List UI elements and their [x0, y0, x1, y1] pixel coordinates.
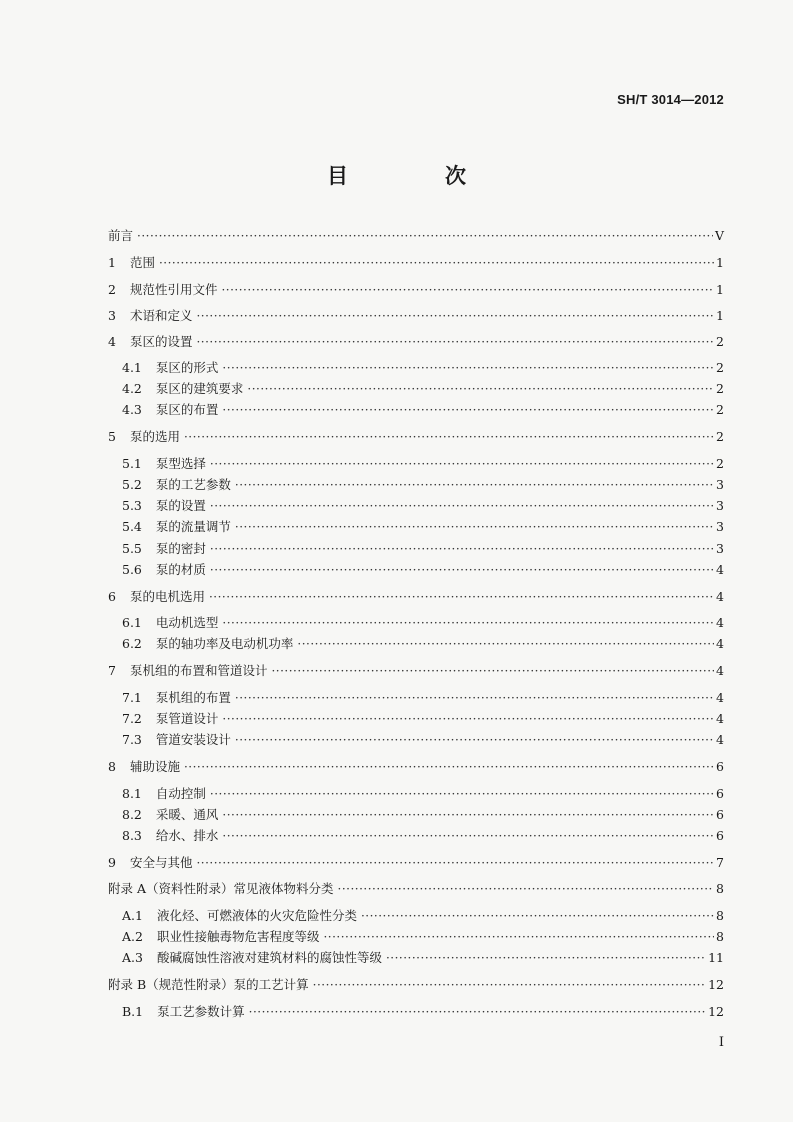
toc-entry-number: 7 [108, 663, 116, 678]
dot-leader [361, 908, 714, 924]
dot-leader [222, 360, 714, 376]
toc-entry-label: 采暖、通风 [155, 807, 219, 822]
toc-entry-page: 3 [716, 519, 724, 534]
dot-leader [210, 498, 714, 514]
toc-entry-number: 6.2 [122, 636, 142, 651]
toc-entry-page: 4 [716, 663, 724, 678]
toc-entry[interactable] [108, 663, 724, 679]
toc-entry-label: 泵工艺参数计算 [157, 1004, 245, 1019]
dot-leader [235, 519, 714, 535]
toc-entry-label: 辅助设施 [129, 759, 180, 774]
toc-entry-label: 泵的电机选用 [129, 589, 205, 604]
toc-entry[interactable] [108, 429, 724, 445]
toc-entry-label: 泵区的形式 [155, 360, 219, 375]
toc-entry-page: 4 [716, 732, 724, 747]
toc-entry[interactable] [108, 308, 724, 324]
toc-entry-number: 4.1 [122, 360, 142, 375]
toc-entry[interactable] [108, 562, 724, 578]
toc-entry[interactable] [108, 282, 724, 298]
toc-entry-label: 液化烃、可燃液体的火灾危险性分类 [156, 908, 357, 923]
toc-entry-label: 管道安装设计 [155, 732, 231, 747]
toc-entry-page: 8 [716, 881, 724, 896]
toc-entry-label: 附录 B（规范性附录）泵的工艺计算 [108, 977, 309, 992]
toc-entry-page: 6 [716, 807, 724, 822]
toc-entry[interactable] [108, 228, 724, 244]
toc-entry[interactable] [108, 477, 724, 493]
toc-entry-number: 5.5 [122, 541, 142, 556]
toc-entry-page: 7 [716, 855, 724, 870]
toc-entry-page: 2 [716, 456, 724, 471]
toc-entry-number: 4.3 [122, 402, 142, 417]
toc-entry[interactable] [108, 690, 724, 706]
toc-entry-number: 6 [108, 589, 116, 604]
toc-entry-number: 5.2 [122, 477, 142, 492]
toc-entry-label: 术语和定义 [129, 308, 193, 323]
dot-leader [184, 429, 714, 445]
toc-entry[interactable] [108, 334, 724, 350]
toc-entry-label: 范围 [129, 255, 155, 270]
toc-entry[interactable] [108, 908, 724, 924]
toc-entry-page: 1 [716, 308, 724, 323]
toc-entry-page: 2 [716, 360, 724, 375]
toc-entry-page: 6 [716, 828, 724, 843]
dot-leader [247, 381, 714, 397]
toc-entry-page: 1 [716, 255, 724, 270]
dot-leader [235, 732, 714, 748]
toc-entry-label: 泵的设置 [155, 498, 206, 513]
toc-entry-page: 8 [716, 908, 724, 923]
toc-entry-label: 前言 [108, 228, 134, 243]
toc-entry[interactable] [108, 255, 724, 271]
dot-leader [222, 711, 714, 727]
toc-entry[interactable] [108, 381, 724, 397]
toc-entry-number: A.1 [122, 908, 143, 923]
dot-leader [209, 589, 714, 605]
toc-entry-page: 1 [716, 282, 724, 297]
toc-entry-number: 4.2 [122, 381, 142, 396]
toc-entry-page: 12 [708, 1004, 724, 1019]
toc-entry-page: 2 [716, 402, 724, 417]
dot-leader [222, 615, 714, 631]
dot-leader [222, 828, 714, 844]
toc-entry-page: 4 [716, 690, 724, 705]
dot-leader [271, 663, 714, 679]
toc-entry-label: 泵型选择 [155, 456, 206, 471]
dot-leader [137, 228, 713, 244]
toc-entry-page: 12 [708, 977, 724, 992]
toc-entry-label: 职业性接触毒物危害程度等级 [156, 929, 320, 944]
toc-entry-page: 11 [708, 950, 724, 965]
toc-entry[interactable] [108, 828, 724, 844]
toc-entry[interactable] [108, 950, 724, 966]
dot-leader [196, 308, 714, 324]
toc-entry[interactable] [108, 881, 724, 897]
toc-entry-label: 泵的工艺参数 [155, 477, 231, 492]
dot-leader [159, 255, 714, 271]
dot-leader [235, 477, 714, 493]
dot-leader [196, 855, 714, 871]
dot-leader [338, 881, 714, 897]
toc-entry-label: 泵的材质 [155, 562, 206, 577]
dot-leader [184, 759, 714, 775]
toc-entry-page: 4 [716, 615, 724, 630]
toc-entry-number: 8 [108, 759, 116, 774]
toc-entry[interactable] [108, 929, 724, 945]
toc-entry-label: 安全与其他 [129, 855, 193, 870]
dot-leader [210, 541, 714, 557]
toc-entry-label: 泵的轴功率及电动机功率 [155, 636, 294, 651]
toc-entry[interactable] [108, 402, 724, 418]
toc-entry-page: 6 [716, 786, 724, 801]
toc-entry-label: 泵区的设置 [129, 334, 193, 349]
toc-entry-label: 泵机组的布置和管道设计 [129, 663, 268, 678]
dot-leader [210, 456, 714, 472]
toc-entry-page: V [714, 228, 724, 243]
toc-entry-number: B.1 [122, 1004, 144, 1019]
toc-entry-number: 8.1 [122, 786, 142, 801]
dot-leader [210, 562, 714, 578]
toc-entry-label: 泵区的建筑要求 [155, 381, 244, 396]
toc-entry[interactable] [108, 786, 724, 802]
toc-entry-number: 7.1 [122, 690, 142, 705]
toc-entry-label: 附录 A（资料性附录）常见液体物料分类 [108, 881, 334, 896]
dot-leader [235, 690, 714, 706]
dot-leader [222, 807, 714, 823]
toc-entry-number: 1 [108, 255, 116, 270]
toc-entry-label: 泵的流量调节 [155, 519, 231, 534]
toc-entry-page: 8 [716, 929, 724, 944]
toc-entry-page: 4 [716, 562, 724, 577]
toc-entry-page: 3 [716, 498, 724, 513]
toc-entry-number: 5.6 [122, 562, 142, 577]
toc-entry-page: 2 [716, 429, 724, 444]
toc-entry-label: 泵管道设计 [155, 711, 219, 726]
page-title: 目 次 [327, 163, 504, 188]
toc-entry-label: 规范性引用文件 [129, 282, 218, 297]
dot-leader [313, 977, 706, 993]
toc-entry[interactable] [108, 589, 724, 605]
toc-entry-number: 2 [108, 282, 116, 297]
toc-entry[interactable] [108, 498, 724, 514]
toc-entry[interactable] [108, 711, 724, 727]
toc-entry[interactable] [108, 360, 724, 376]
toc-entry[interactable] [108, 541, 724, 557]
toc-entry[interactable] [108, 636, 724, 652]
toc-entry[interactable] [108, 759, 724, 775]
toc-entry-number: 5.4 [122, 519, 142, 534]
toc-entry-number: 4 [108, 334, 116, 349]
toc-entry-number: 8.3 [122, 828, 142, 843]
dot-leader [297, 636, 714, 652]
toc-entry[interactable] [108, 615, 724, 631]
toc-entry[interactable] [108, 519, 724, 535]
toc-entry-label: 泵的选用 [129, 429, 180, 444]
toc-entry-page: 3 [716, 541, 724, 556]
dot-leader [210, 786, 714, 802]
toc-entry-number: A.3 [122, 950, 143, 965]
toc-entry-number: 3 [108, 308, 116, 323]
toc-entry-page: 4 [716, 711, 724, 726]
page-number: I [718, 1035, 724, 1050]
toc-entry-page: 6 [716, 759, 724, 774]
toc-entry[interactable] [108, 732, 724, 748]
toc-entry-label: 泵区的布置 [155, 402, 219, 417]
toc-entry-number: 8.2 [122, 807, 142, 822]
toc-entry-number: 9 [108, 855, 116, 870]
toc-entry-page: 3 [716, 477, 724, 492]
toc-entry-page: 2 [716, 381, 724, 396]
toc-entry-number: 5.3 [122, 498, 142, 513]
toc-entry[interactable] [108, 1004, 724, 1020]
toc-entry-number: 5 [108, 429, 116, 444]
toc-entry-label: 酸碱腐蚀性溶液对建筑材料的腐蚀性等级 [156, 950, 382, 965]
toc-entry-label: 电动机选型 [155, 615, 219, 630]
toc-entry-number: 7.2 [122, 711, 142, 726]
dot-leader [222, 402, 714, 418]
toc-entry-number: 7.3 [122, 732, 142, 747]
toc-entry-page: 4 [716, 589, 724, 604]
toc-entry-label: 自动控制 [155, 786, 206, 801]
document-code: SH/T 3014—2012 [617, 92, 724, 107]
toc-entry[interactable] [108, 855, 724, 871]
toc-entry-number: 5.1 [122, 456, 142, 471]
toc-entry-number: A.2 [122, 929, 143, 944]
dot-leader [386, 950, 706, 966]
toc-entry[interactable] [108, 456, 724, 472]
dot-leader [221, 282, 714, 298]
toc-entry[interactable] [108, 807, 724, 823]
toc-entry-label: 给水、排水 [155, 828, 219, 843]
dot-leader [323, 929, 714, 945]
toc-entry-label: 泵机组的布置 [155, 690, 231, 705]
toc-entry-number: 6.1 [122, 615, 142, 630]
dot-leader [196, 334, 714, 350]
toc-entry-page: 4 [716, 636, 724, 651]
dot-leader [249, 1004, 706, 1020]
toc-entry[interactable] [108, 977, 724, 993]
toc-entry-label: 泵的密封 [155, 541, 206, 556]
toc-entry-page: 2 [716, 334, 724, 349]
